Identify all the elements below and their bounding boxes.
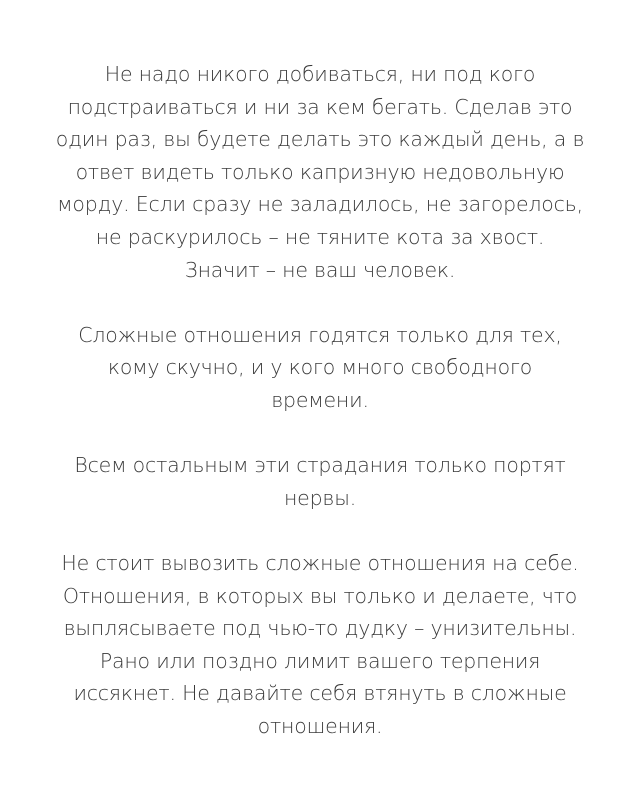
text-line: ответ видеть только капризную недовольную bbox=[75, 159, 565, 184]
text-line: нервы. bbox=[283, 485, 357, 510]
text-line: морду. Если сразу не заладилось, не загорелось, bbox=[57, 192, 583, 217]
text-line: иссякнет. Не давайте себя втянуть в сложные bbox=[73, 681, 567, 706]
paragraph-4 bbox=[22, 547, 618, 743]
paragraph-1 bbox=[22, 58, 618, 286]
text-line: Значит – не ваш человек. bbox=[184, 257, 456, 282]
paragraph-2 bbox=[22, 319, 618, 417]
text-line: один раз, вы будете делать это каждый день, а в bbox=[55, 127, 585, 152]
text-line: отношения. bbox=[257, 713, 383, 738]
text-line: не раскурилось – не тяните кота за хвост. bbox=[95, 224, 545, 249]
text-line: кому скучно, и у кого много свободного bbox=[107, 355, 533, 380]
quote-text-block bbox=[0, 58, 640, 775]
text-line: Не надо никого добиваться, ни под кого bbox=[104, 62, 536, 86]
paragraph-3 bbox=[22, 449, 618, 514]
text-line: времени. bbox=[271, 387, 369, 412]
text-line: подстраиваться и ни за кем бегать. Сделав это bbox=[67, 94, 573, 119]
text-line: Не стоит вывозить сложные отношения на себе. bbox=[61, 550, 579, 575]
text-line: выплясываете под чью-то дудку – унизительны. bbox=[63, 616, 577, 641]
text-line: Сложные отношения годятся только для тех, bbox=[78, 322, 562, 347]
text-line: Всем остальным эти страдания только портят bbox=[74, 453, 566, 478]
text-line: Рано или поздно лимит вашего терпения bbox=[99, 648, 541, 673]
text-line: Отношения, в которых вы только и делаете, что bbox=[62, 583, 578, 608]
